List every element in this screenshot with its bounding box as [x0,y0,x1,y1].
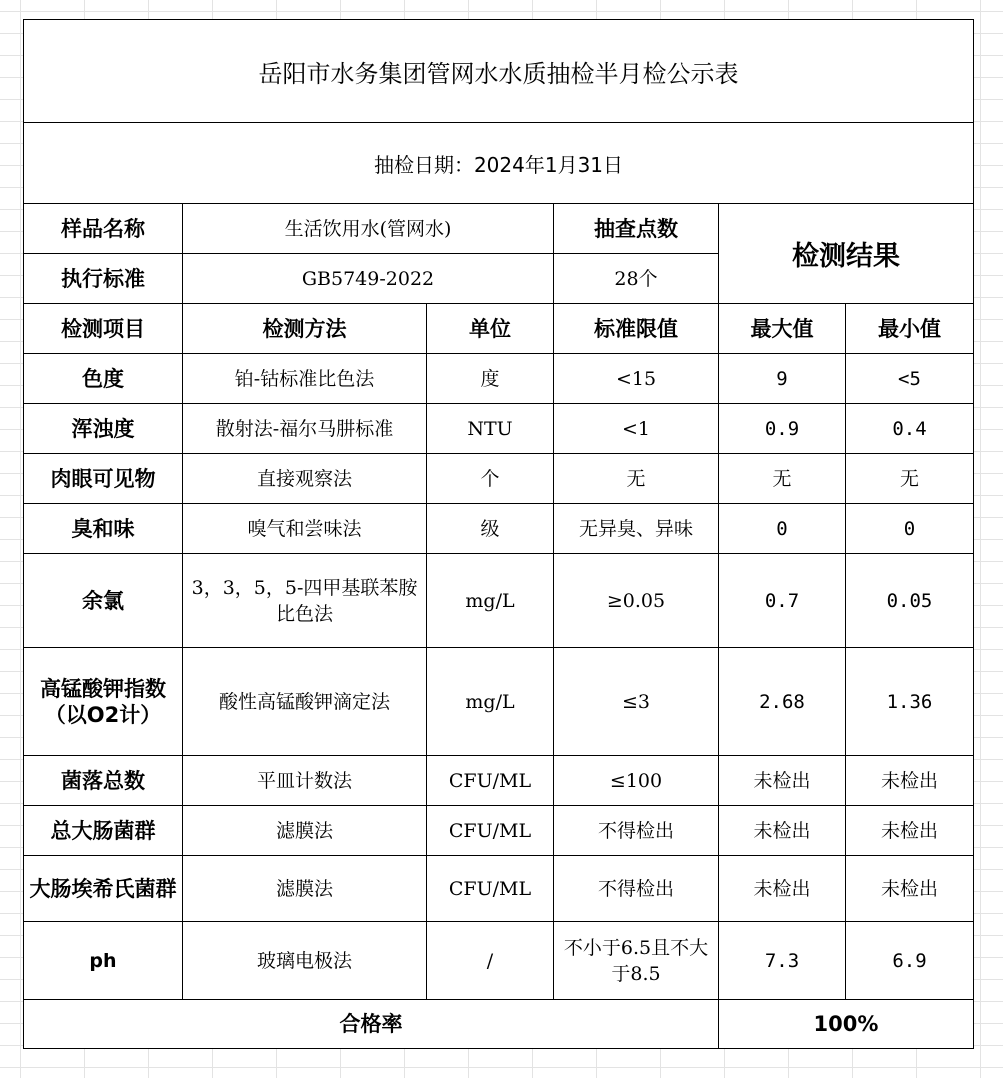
col-header-method: 检测方法 [183,304,427,354]
row-unit: mg/L [427,554,554,648]
row-item: 色度 [24,354,183,404]
row-limit: 不小于6.5且不大于8.5 [554,922,719,1000]
row-limit: ≤100 [554,756,719,806]
row-limit: ≥0.05 [554,554,719,648]
row-item: 余氯 [24,554,183,648]
row-item: 菌落总数 [24,756,183,806]
inspection-date: 抽检日期：2024年1月31日 [24,123,974,204]
pass-rate-label: 合格率 [24,1000,719,1049]
row-method: 散射法-福尔马肼标准 [183,404,427,454]
row-unit: NTU [427,404,554,454]
standard-value: GB5749-2022 [183,254,554,304]
table-row [24,554,974,648]
row-item: 浑浊度 [24,404,183,454]
row-method: 铂-钴标准比色法 [183,354,427,404]
row-method: 滤膜法 [183,856,427,922]
results-label: 检测结果 [719,204,974,304]
row-limit: 不得检出 [554,856,719,922]
table-title: 岳阳市水务集团管网水水质抽检半月检公示表 [24,20,974,123]
sample-name-label: 样品名称 [24,204,183,254]
row-method: 玻璃电极法 [183,922,427,1000]
row-limit: 不得检出 [554,806,719,856]
row-limit: 无异臭、异味 [554,504,719,554]
row-min: 0.05 [846,554,974,648]
row-method: 滤膜法 [183,806,427,856]
row-limit: <1 [554,404,719,454]
row-method: 酸性高锰酸钾滴定法 [183,648,427,756]
column-header-row [24,304,974,354]
table-row [24,756,974,806]
row-max: 2.68 [719,648,846,756]
row-min: 0 [846,504,974,554]
table-row [24,354,974,404]
sample-name-value: 生活饮用水(管网水) [183,204,554,254]
row-unit: / [427,922,554,1000]
col-header-unit: 单位 [427,304,554,354]
table-row [24,806,974,856]
row-limit: ≤3 [554,648,719,756]
row-min: 0.4 [846,404,974,454]
date-row [24,123,974,204]
row-item: ph [24,922,183,1000]
row-max: 未检出 [719,806,846,856]
table-row [24,648,974,756]
row-method: 3，3，5，5-四甲基联苯胺比色法 [183,554,427,648]
row-min: 未检出 [846,856,974,922]
table-row [24,504,974,554]
row-max: 7.3 [719,922,846,1000]
row-limit: <15 [554,354,719,404]
col-header-max: 最大值 [719,304,846,354]
row-min: 无 [846,454,974,504]
row-min: 未检出 [846,756,974,806]
table-row [24,922,974,1000]
title-row [24,20,974,123]
row-item: 大肠埃希氏菌群 [24,856,183,922]
row-method: 直接观察法 [183,454,427,504]
row-unit: CFU/ML [427,756,554,806]
row-unit: mg/L [427,648,554,756]
table-row [24,454,974,504]
table-row [24,856,974,922]
standard-label: 执行标准 [24,254,183,304]
col-header-limit: 标准限值 [554,304,719,354]
row-max: 0.9 [719,404,846,454]
table-row [24,404,974,454]
pass-rate-row [24,1000,974,1049]
row-max: 无 [719,454,846,504]
row-min: 未检出 [846,806,974,856]
row-unit: CFU/ML [427,856,554,922]
row-max: 未检出 [719,756,846,806]
row-method: 嗅气和尝味法 [183,504,427,554]
row-unit: 个 [427,454,554,504]
col-header-item: 检测项目 [24,304,183,354]
points-value: 28个 [554,254,719,304]
row-max: 0 [719,504,846,554]
row-min: 6.9 [846,922,974,1000]
row-unit: 度 [427,354,554,404]
row-item: 臭和味 [24,504,183,554]
row-max: 未检出 [719,856,846,922]
row-method: 平皿计数法 [183,756,427,806]
row-min: 1.36 [846,648,974,756]
row-unit: 级 [427,504,554,554]
col-header-min: 最小值 [846,304,974,354]
row-item: 高锰酸钾指数（以O2计） [24,648,183,756]
row-limit: 无 [554,454,719,504]
row-max: 0.7 [719,554,846,648]
sample-row [24,204,974,254]
row-item: 肉眼可见物 [24,454,183,504]
row-unit: CFU/ML [427,806,554,856]
pass-rate-value: 100% [719,1000,974,1049]
row-max: 9 [719,354,846,404]
water-quality-table [23,19,974,1049]
points-label: 抽查点数 [554,204,719,254]
row-min: <5 [846,354,974,404]
row-item: 总大肠菌群 [24,806,183,856]
